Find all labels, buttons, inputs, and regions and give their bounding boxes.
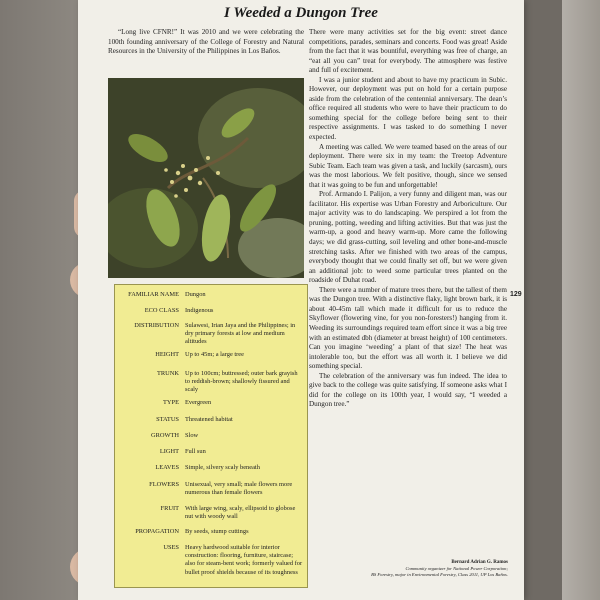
article-paragraph: There were many activities set for the big event: street dance competitions, parades, seminars and concerts. Food was great! Aside from the fact that it was bountiful, everything was free of charge, an “eat all you can” treat for everybody. The atmosphere was festive and full of excitement. — [309, 28, 507, 75]
fact-value: By seeds, stump cuttings — [185, 528, 249, 535]
desk-background-left — [0, 0, 78, 600]
article-paragraph: I was a junior student and about to have my practicum in Subic. However, our deployment was put on hold for a certain purpose aside from the celebration of the centennial anniversary. The dean’s office required all students who were to have their practicum to do something special for the college before being sent to their respective assignments. I was tasked to do something I never expected. — [309, 75, 507, 142]
fact-label: LEAVES — [155, 464, 179, 471]
article-paragraph: There were a number of mature trees there, but the tallest of them was the Dungon tree. With a distinctive flaky, light brown bark, it is about 40-45m tall which made it difficult for us to reduce the Skyflower (flowering vine, for you non-foresters!) hanging from it. Weeding its surroundings required team effort since it was a big tree with an estimated dbh (diameter at breast height) of 100 centimeters. Can you imagine ‘weeding’ a plant of that size! The heat was intolerable too, but the effort was all worth it. I believe we did something special. — [309, 285, 507, 371]
fact-label: LIGHT — [159, 448, 179, 455]
fact-value: Indigenous — [185, 307, 214, 314]
intro-paragraph: “Long live CFNR!” It was 2010 and we were celebrating the 100th founding anniversary of the College of Forestry and Natural Resources in the University of the Philippines in Los Baños. — [108, 28, 304, 56]
fact-label: STATUS — [156, 416, 179, 423]
article-paragraph: Prof. Armando I. Palijon, a very funny and diligent man, was our facilitator. His expertise was Urban Forestry and Arboriculture. Our major activity was to do landscaping. We perspired a lot from the pruning, potting, weeding and lifting activities. But that was just the warm-up, a good and heavy warm-up. More came the following days; we did grass-cutting, soil leveling and other bone-and-muscle stretching tasks. After we finished with two areas of the campus, everybody thought that we could finally set off, but we were given an additional job: to weed some particular trees planted on the roadside of Duhat road. — [309, 190, 507, 285]
fact-value: Full sun — [185, 448, 206, 455]
fact-label: FAMILIAR NAME — [128, 291, 179, 298]
fact-label: PROPAGATION — [135, 528, 179, 535]
author-credentials: BS Forestry, major in Environmental Forestry, Class 2011, UP Los Baños. — [371, 572, 508, 577]
fact-label: DISTRIBUTION — [134, 322, 179, 329]
fact-value: Up to 45m; a large tree — [185, 351, 244, 358]
fact-value: Slow — [185, 432, 199, 439]
fact-value: Dungon — [185, 291, 206, 298]
left-column — [108, 28, 304, 57]
article-paragraph: The celebration of the anniversary was fun indeed. The idea to give back to the college was quite satisfying. If someone asks what I did for the college on its 100th year, I would say, “I weeded a Dungon tree.” — [309, 371, 507, 409]
fact-label: ECO CLASS — [144, 307, 179, 314]
right-column — [309, 28, 507, 410]
fact-label: FRUIT — [160, 505, 179, 512]
fact-label: FLOWERS — [149, 481, 179, 488]
fact-value: Up to 100cm; buttressed; outer bark grayish to reddish-brown; shallowly fissured and scaly — [185, 370, 298, 394]
species-fact-box — [114, 284, 308, 588]
fact-value: Simple, silvery scaly beneath — [185, 464, 260, 471]
fact-value: Heavy hardwood suitable for interior construction: flooring, furniture, staircase; also for steam-bent work; formerly valued for bullet proof shields because of its toughness — [185, 544, 303, 576]
desk-background-right — [562, 0, 600, 600]
fact-label: GROWTH — [150, 432, 179, 439]
page-number: 129 — [510, 291, 522, 298]
fact-value: With large wing, scaly, ellipsoid to globose nut with woody wall — [185, 505, 296, 521]
fact-label: TRUNK — [156, 370, 179, 377]
fact-value: Evergreen — [185, 399, 212, 406]
author-role: Community organizer for National Power Corporation; — [405, 566, 508, 571]
magazine-page — [78, 0, 524, 600]
fact-label: HEIGHT — [155, 351, 179, 358]
article-title: I Weeded a Dungon Tree — [224, 5, 378, 21]
fact-label: USES — [163, 544, 179, 551]
article-paragraph: A meeting was called. We were teamed based on the areas of our deployment. There were six in my team: the Treetop Adventure Subic Team. Each team was given a task, and luckily (sarcasm), ours was the most laborious. We felt positive, though, since we sensed that it was going to be fun and unforgettable! — [309, 142, 507, 189]
fact-value: Unisexual, very small; male flowers more numerous than female flowers — [185, 481, 293, 497]
author-name: Bernard Adrian G. Ramos — [451, 560, 508, 565]
fact-label: TYPE — [163, 399, 179, 406]
fact-value: Threatened habitat — [185, 416, 233, 423]
fact-value: Sulawesi, Irian Jaya and the Philippines; in dry primary forests at low and medium altitudes — [185, 322, 296, 346]
author-byline — [328, 560, 508, 578]
dungon-tree-photo — [108, 78, 304, 278]
